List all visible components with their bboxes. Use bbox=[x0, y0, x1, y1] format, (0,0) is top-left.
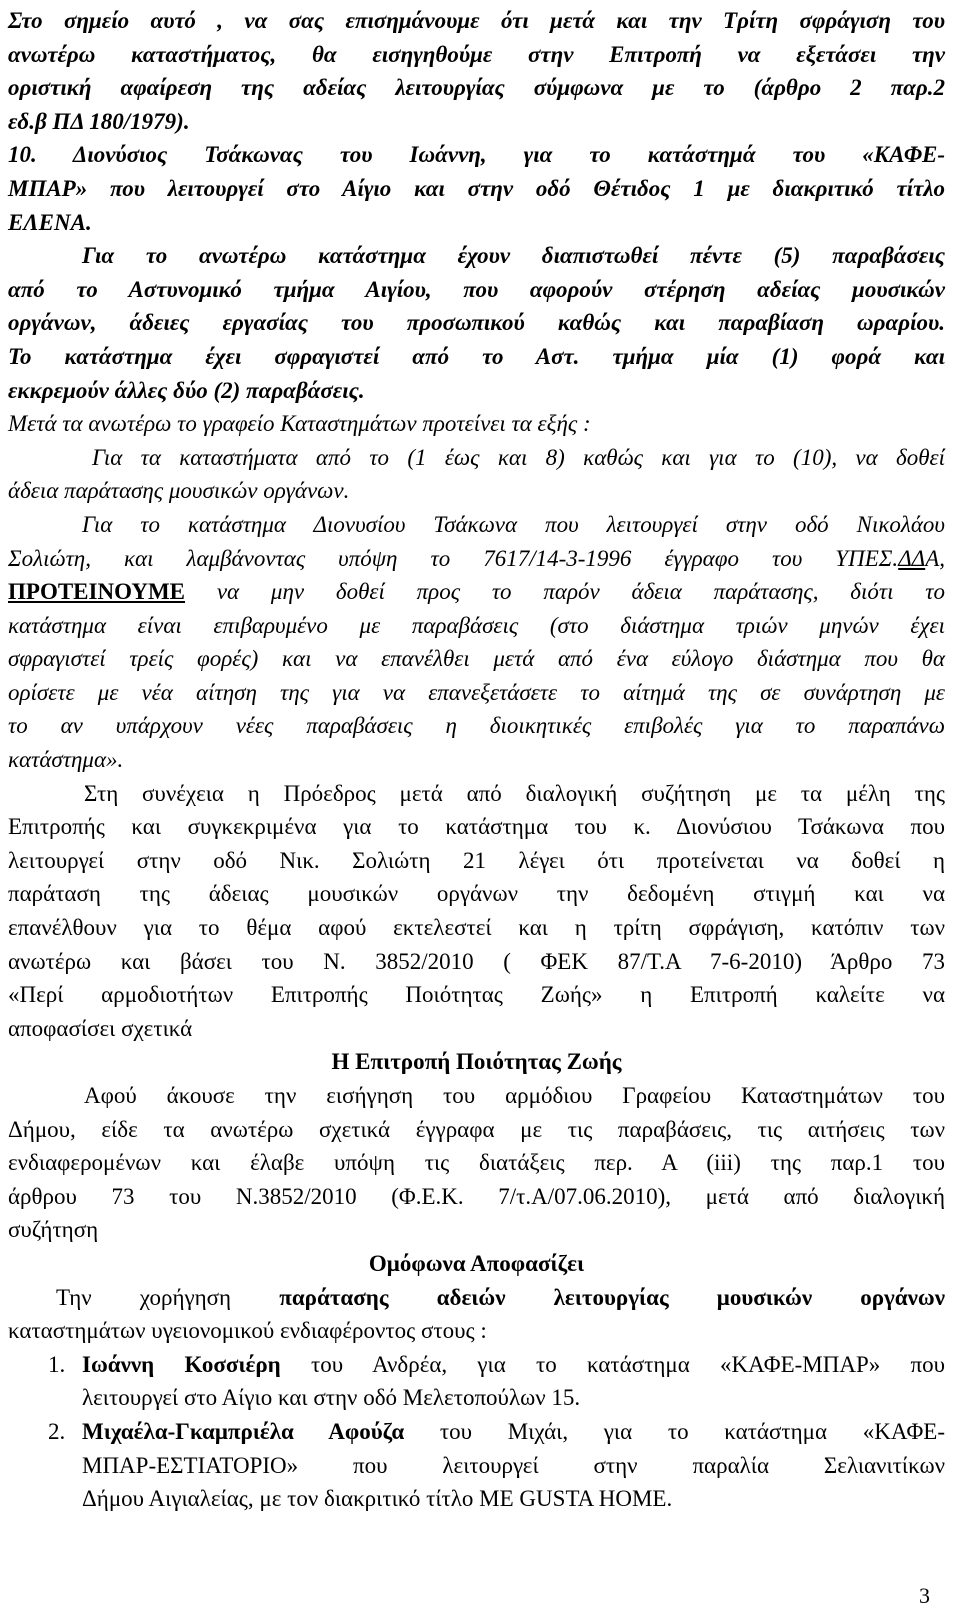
text-line bbox=[8, 542, 945, 576]
paragraph-committee-review bbox=[8, 1079, 945, 1247]
text-line: λειτουργεί στην οδό Νικ. Σολιώτη 21 λέγει ότι προτείνεται να δοθεί η bbox=[8, 847, 945, 873]
paragraph-violations bbox=[8, 239, 945, 407]
text-line: ανωτέρω καταστήματος, θα εισηγηθούμε στην Επιτροπή να εξετάσει την bbox=[8, 41, 945, 67]
text-line: οριστική αφαίρεση της αδείας λειτουργίας σύμφωνα με το (άρθρο 2 παρ.2 bbox=[8, 75, 945, 101]
text-line: Στο σημείο αυτό , να σας επισημάνουμε ότι μετά και την Τρίτη σφράγιση του bbox=[8, 8, 945, 33]
paragraph-item-10 bbox=[8, 138, 945, 239]
text-span: του Ανδρέα, για το κατάστημα «ΚΑΦΕ-ΜΠΑΡ» που bbox=[280, 1351, 945, 1377]
committee-heading: Η Επιτροπή Ποιότητας Ζωής bbox=[331, 1049, 622, 1075]
text-line: Επιτροπής και συγκεκριμένα για το κατάστημα του κ. Διονύσιου Τσάκωνα που bbox=[8, 814, 945, 840]
paragraph-decision bbox=[8, 1281, 945, 1348]
text-span: Την χορήγηση bbox=[56, 1284, 280, 1310]
paragraph-president-discussion bbox=[8, 777, 945, 1046]
text-line: ΜΠΑΡ» που λειτουργεί στο Αίγιο και στην οδό Θέτιδος 1 με διακριτικό τίτλο bbox=[8, 175, 945, 201]
paragraph-office-proposal bbox=[8, 407, 945, 508]
text-line: ΜΠΑΡ-ΕΣΤΙΑΤΟΡΙΟ» που λειτουργεί στην παραλία Σελιανιτίκων bbox=[82, 1452, 945, 1478]
underlined-text: ΔΔ bbox=[898, 545, 926, 571]
beneficiary-name: Μιχαέλα-Γκαμπριέλα Αφούζα bbox=[82, 1418, 405, 1444]
text-line: το αν υπάρχουν νέες παραβάσεις η διοικητικές επιβολές για το παραπάνω bbox=[8, 713, 945, 739]
text-line: σφραγιστεί τρείς φορές) και να επανέλθει μετά από ένα εύλογο διάστημα που θα bbox=[8, 646, 945, 672]
text-line: ενδιαφερομένων και έλαβε υπόψη τις διατάξεις περ. Α (iii) της παρ.1 του bbox=[8, 1150, 945, 1176]
text-line bbox=[8, 1281, 945, 1315]
text-line: ανωτέρω και βάσει του Ν. 3852/2010 ( ΦΕΚ 87/Τ.Α 7-6-2010) Άρθρο 73 bbox=[8, 948, 945, 974]
text-line: Για το ανωτέρω κατάστημα έχουν διαπιστωθεί πέντε (5) παραβάσεις bbox=[82, 243, 945, 269]
text-line: εκκρεμούν άλλες δύο (2) παραβάσεις. bbox=[8, 377, 365, 403]
text-line: Δήμου Αιγιαλείας, με τον διακριτικό τίτλο ΜΕ GUSTA HOME. bbox=[82, 1486, 673, 1512]
text-line: λειτουργεί στο Αίγιο και στην οδό Μελετοπούλων 15. bbox=[82, 1385, 581, 1411]
text-line: αποφασίσει σχετικά bbox=[8, 1015, 193, 1041]
text-line: εδ.β ΠΔ 180/1979). bbox=[8, 108, 190, 134]
text-line: Μετά τα ανωτέρω το γραφείο Καταστημάτων προτείνει τα εξής : bbox=[8, 411, 591, 437]
text-line: άρθρου 73 του Ν.3852/2010 (Φ.Ε.Κ. 7/τ.Α/07.06.2010), μετά από διαλογική bbox=[8, 1183, 945, 1209]
paragraph-tsakonas-proposal bbox=[8, 508, 945, 777]
text-span: να μην δοθεί προς το παρόν άδεια παράτασης, διότι το bbox=[185, 579, 945, 605]
list-number: 2. bbox=[48, 1418, 66, 1444]
text-line: Στη συνέχεια η Πρόεδρος μετά από διαλογική συζήτηση με τα μέλη της bbox=[84, 780, 945, 806]
text-line: παράταση της άδειας μουσικών οργάνων την δεδομένη στιγμή και να bbox=[8, 881, 945, 907]
text-line bbox=[8, 1415, 945, 1449]
text-line: επανέλθουν για το θέμα αφού εκτελεστεί και η τρίτη σφράγιση, κατόπιν των bbox=[8, 915, 945, 941]
beneficiaries-list bbox=[8, 1348, 945, 1516]
text-line: από το Αστυνομικό τμήμα Αιγίου, που αφορούν στέρηση αδείας μουσικών bbox=[8, 276, 945, 302]
text-span: του Μιχάι, για το κατάστημα «ΚΑΦΕ- bbox=[404, 1418, 946, 1444]
text-line: Για τα καταστήματα από το (1 έως και 8) καθώς και για το (10), να δοθεί bbox=[92, 444, 945, 470]
text-line: κατάστημα». bbox=[8, 747, 124, 773]
page-number: 3 bbox=[919, 1583, 930, 1608]
text-line bbox=[8, 1348, 945, 1382]
list-number: 1. bbox=[48, 1351, 66, 1377]
text-line: ορίσετε με νέα αίτηση της για να επανεξετάσετε το αίτημά της σε συνάρτηση με bbox=[8, 679, 945, 705]
beneficiary-name: Ιωάννη Κοσσιέρη bbox=[82, 1351, 281, 1377]
text-line: συζήτηση bbox=[8, 1217, 99, 1243]
propose-keyword: ΠΡΟΤΕΙΝΟΥΜΕ bbox=[8, 579, 186, 605]
text-line: κατάστημα είναι επιβαρυμένο με παραβάσεις (στο διάστημα τριών μηνών έχει bbox=[8, 612, 945, 638]
paragraph-seal-warning bbox=[8, 4, 945, 138]
text-line: Για το κατάστημα Διονυσίου Τσάκωνα που λειτουργεί στην οδό Νικολάου bbox=[82, 511, 945, 537]
text-span: Σολιώτη, και λαμβάνοντας υπόψη το 7617/14-3-1996 έγγραφο του ΥΠΕΣ. bbox=[8, 545, 899, 571]
text-span: Α, bbox=[925, 545, 945, 571]
text-line: Αφού άκουσε την εισήγηση του αρμόδιου Γραφείου Καταστημάτων του bbox=[84, 1083, 945, 1108]
list-item bbox=[8, 1348, 945, 1415]
text-line: οργάνων, άδειες εργασίας του προσωπικού καθώς και παραβίαση ωραρίου. bbox=[8, 310, 945, 336]
text-line: 10. Διονύσιος Τσάκωνας του Ιωάννη, για το κατάστημά του «ΚΑΦΕ- bbox=[8, 142, 945, 168]
text-line: άδεια παράτασης μουσικών οργάνων. bbox=[8, 478, 350, 504]
decision-emphasis: παράτασης αδειών λειτουργίας μουσικών οργάνων bbox=[279, 1284, 946, 1310]
list-item bbox=[8, 1415, 945, 1516]
text-line: καταστημάτων υγειονομικού ενδιαφέροντος στους : bbox=[8, 1318, 487, 1344]
text-line: Δήμου, είδε τα ανωτέρω σχετικά έγγραφα με τις παραβάσεις, τις αιτήσεις των bbox=[8, 1116, 945, 1142]
document-page bbox=[8, 4, 945, 1516]
text-line: «Περί αρμοδιοτήτων Επιτροπής Ποιότητας Ζωής» η Επιτροπή καλείτε να bbox=[8, 982, 945, 1008]
text-line: Το κατάστημα έχει σφραγιστεί από το Αστ. τμήμα μία (1) φορά και bbox=[8, 343, 945, 369]
text-line bbox=[8, 575, 945, 609]
decision-heading: Ομόφωνα Αποφασίζει bbox=[368, 1250, 585, 1276]
text-line: ΕΛΕΝΑ. bbox=[8, 209, 92, 235]
